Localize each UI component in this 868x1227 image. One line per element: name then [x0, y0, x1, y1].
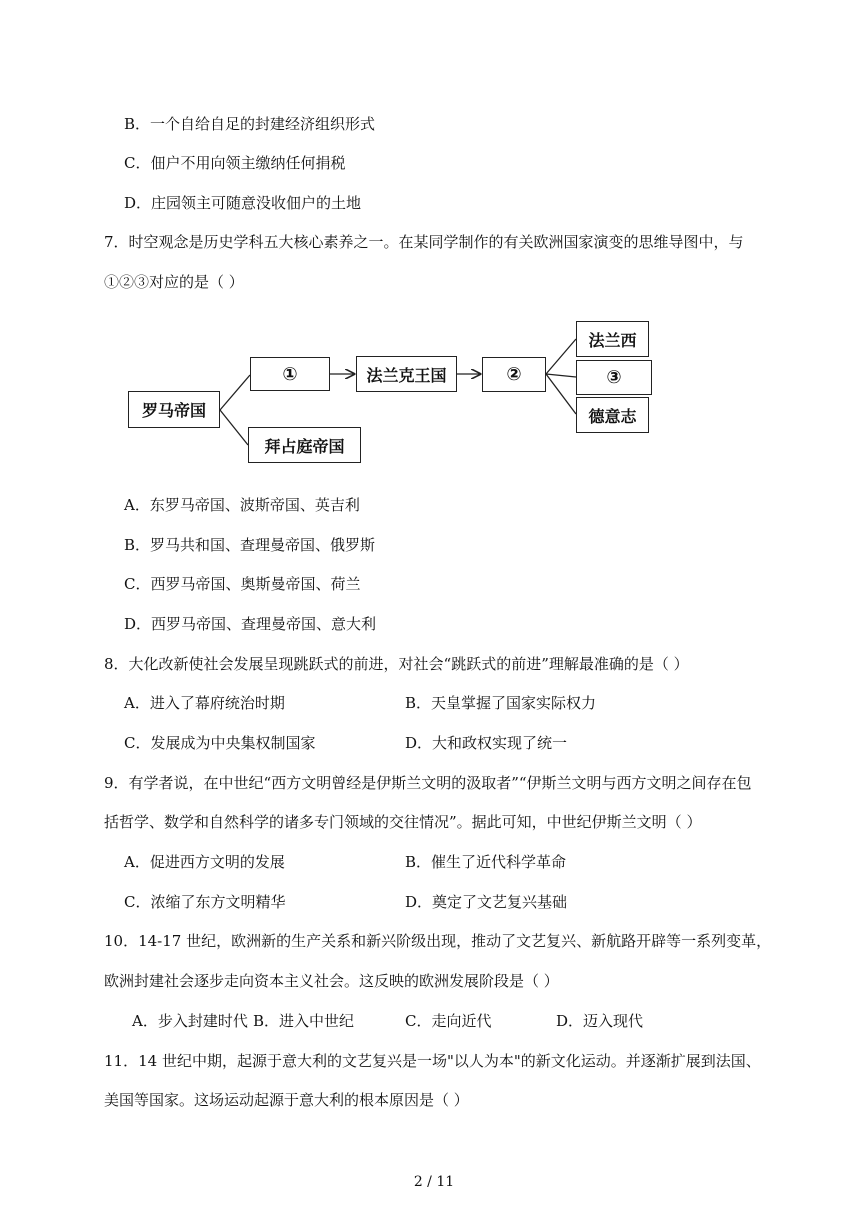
- q9-option-d: D．奠定了文艺复兴基础: [405, 893, 568, 911]
- node-roman-empire: 罗马帝国: [128, 391, 220, 428]
- q9-option-c: C．浓缩了东方文明精华: [124, 893, 286, 911]
- q6-option-b: B．一个自给自足的封建经济组织形式: [124, 115, 376, 133]
- q7-option-d: D．西罗马帝国、查理曼帝国、意大利: [124, 615, 377, 633]
- q6-option-c: C．佃户不用向领主缴纳任何捐税: [124, 154, 346, 172]
- q10-stem-line2: 欧洲封建社会逐步走向资本主义社会。这反映的欧洲发展阶段是（ ）: [104, 972, 559, 990]
- q8-stem: 8．大化改新使社会发展呈现跳跃式的前进，对社会“跳跃式的前进”理解最准确的是（ ）: [104, 655, 689, 673]
- q9-option-a: A．促进西方文明的发展: [124, 853, 285, 871]
- q10-option-d: D．迈入现代: [556, 1012, 644, 1030]
- node-blank-3: ③: [576, 360, 652, 395]
- q8-option-a: A．进入了幕府统治时期: [124, 694, 285, 712]
- q11-stem-line1: 11．14 世纪中期，起源于意大利的文艺复兴是一场"以人为本"的新文化运动。并逐渐扩展到法国、: [104, 1052, 761, 1070]
- q9-stem-line1: 9．有学者说，在中世纪“西方文明曾经是伊斯兰文明的汲取者”“伊斯兰文明与西方文明之间存在包: [104, 774, 752, 792]
- q10-option-c: C．走向近代: [405, 1012, 492, 1030]
- q6-option-d: D．庄园领主可随意没收佃户的土地: [124, 194, 362, 212]
- node-blank-1: ①: [250, 357, 330, 391]
- node-byzantine-empire: 拜占庭帝国: [248, 427, 361, 463]
- q8-option-b: B．天皇掌握了国家实际权力: [405, 694, 597, 712]
- q7-option-a: A．东罗马帝国、波斯帝国、英吉利: [124, 496, 360, 514]
- q7-option-c: C．西罗马帝国、奥斯曼帝国、荷兰: [124, 575, 361, 593]
- node-frankish-kingdom: 法兰克王国: [356, 356, 457, 392]
- q10-stem-line1: 10．14-17 世纪，欧洲新的生产关系和新兴阶级出现，推动了文艺复兴、新航路开辟等一系列变革，: [104, 932, 772, 950]
- page-number: 2 / 11: [413, 1174, 455, 1190]
- node-germany: 德意志: [576, 397, 649, 433]
- q11-stem-line2: 美国等国家。这场运动起源于意大利的根本原因是（ ）: [104, 1091, 469, 1109]
- q7-option-b: B．罗马共和国、查理曼帝国、俄罗斯: [124, 536, 376, 554]
- q7-stem-line2: ①②③对应的是（ ）: [104, 273, 244, 291]
- q9-stem-line2: 括哲学、数学和自然科学的诸多专门领域的交往情况”。据此可知，中世纪伊斯兰文明（ ）: [104, 813, 702, 831]
- q7-stem-line1: 7．时空观念是历史学科五大核心素养之一。在某同学制作的有关欧洲国家演变的思维导图中，与: [104, 233, 744, 251]
- node-france: 法兰西: [576, 321, 649, 357]
- q9-option-b: B．催生了近代科学革命: [405, 853, 567, 871]
- q8-option-c: C．发展成为中央集权制国家: [124, 734, 316, 752]
- q8-option-d: D．大和政权实现了统一: [405, 734, 568, 752]
- q10-option-b: B．进入中世纪: [253, 1012, 355, 1030]
- q10-option-a: A．步入封建时代: [132, 1012, 248, 1030]
- node-blank-2: ②: [482, 357, 546, 392]
